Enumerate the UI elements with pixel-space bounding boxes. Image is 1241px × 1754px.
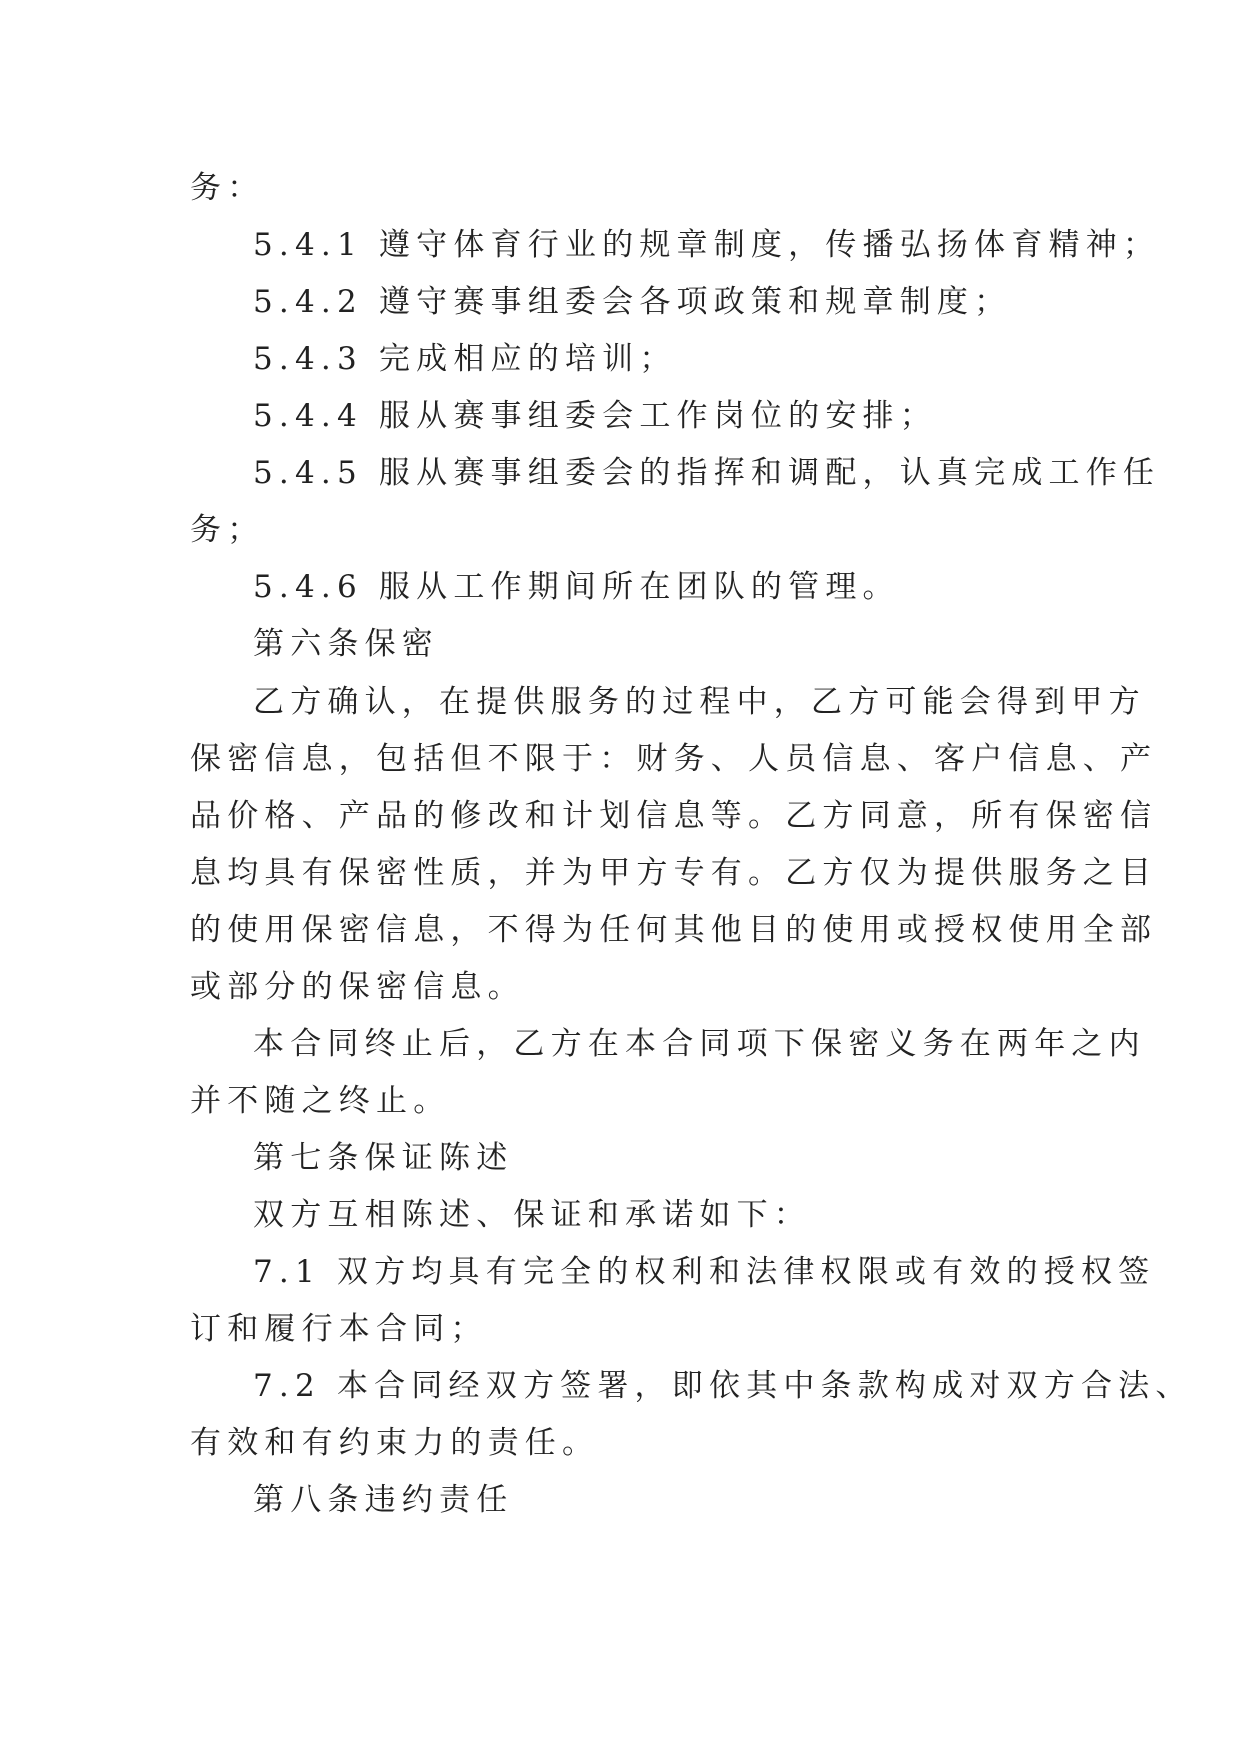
section-heading-8: 第八条违约责任 (253, 1482, 514, 1518)
clause-5-4-6: 5.4.6 服从工作期间所在团队的管理。 (253, 569, 900, 605)
clause-5-4-4: 5.4.4 服从赛事组委会工作岗位的安排； (253, 398, 937, 434)
section-heading-7: 第七条保证陈述 (253, 1140, 514, 1176)
paragraph-line: 的使用保密信息，不得为任何其他目的使用或授权使用全部 (190, 912, 1158, 948)
text-line: 务： (190, 170, 265, 206)
clause-5-4-1: 5.4.1 遵守体育行业的规章制度，传播弘扬体育精神； (253, 227, 1161, 263)
clause-5-4-5: 5.4.5 服从赛事组委会的指挥和调配，认真完成工作任 (253, 455, 1161, 491)
paragraph-line: 并不随之终止。 (190, 1083, 451, 1119)
paragraph-line: 双方互相陈述、保证和承诺如下： (253, 1197, 811, 1233)
clause-7-2: 7.2 本合同经双方签署，即依其中条款构成对双方合法、 (253, 1368, 1193, 1404)
clause-7-1: 7.1 双方均具有完全的权利和法律权限或有效的授权签 (253, 1254, 1156, 1290)
text-line: 有效和有约束力的责任。 (190, 1425, 600, 1461)
paragraph-line: 保密信息，包括但不限于：财务、人员信息、客户信息、产 (190, 741, 1158, 777)
paragraph-line: 或部分的保密信息。 (190, 969, 525, 1005)
text-line: 订和履行本合同； (190, 1311, 488, 1347)
text-line: 务； (190, 512, 265, 548)
paragraph-line: 品价格、产品的修改和计划信息等。乙方同意，所有保密信 (190, 798, 1158, 834)
paragraph-line: 乙方确认，在提供服务的过程中，乙方可能会得到甲方 (253, 684, 1146, 720)
clause-5-4-3: 5.4.3 完成相应的培训； (253, 341, 677, 377)
clause-5-4-2: 5.4.2 遵守赛事组委会各项政策和规章制度； (253, 284, 1012, 320)
paragraph-line: 本合同终止后，乙方在本合同项下保密义务在两年之内 (253, 1026, 1146, 1062)
paragraph-line: 息均具有保密性质，并为甲方专有。乙方仅为提供服务之目 (190, 855, 1158, 891)
section-heading-6: 第六条保密 (253, 626, 439, 662)
